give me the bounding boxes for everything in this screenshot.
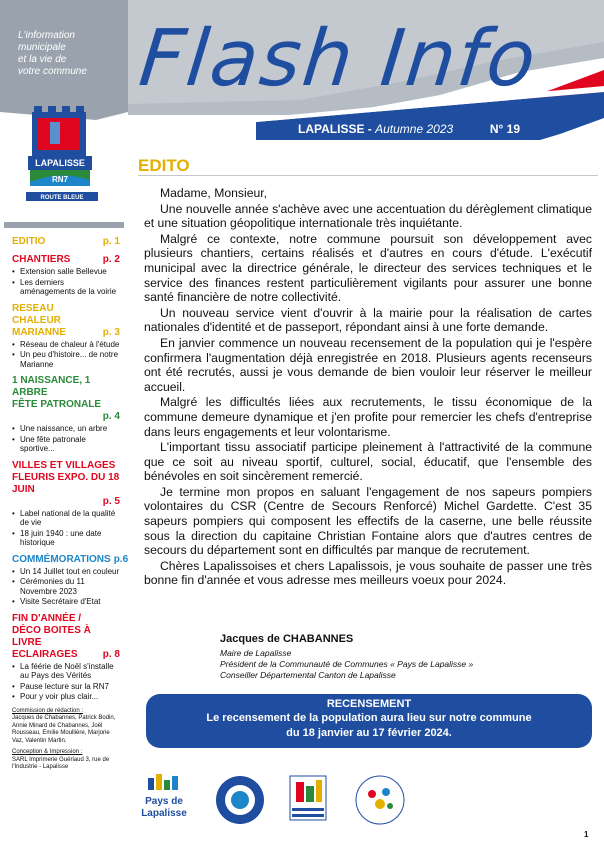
- toc-title: FÊTE PATRONALE: [12, 399, 102, 410]
- signature-role: Maire de Lapalisse: [220, 648, 292, 658]
- credits-text: Jacques de Chabannes, Patrick Bodin, Annie Minard de Chabannes, Joël Rousseau, Emilie Moullière, Marjorie Vaz, Valentin Martin.: [12, 715, 116, 744]
- toc-page: p. 4: [102, 411, 120, 422]
- toc-title: RESEAU CHALEUR MARIANNE: [12, 302, 66, 338]
- page-number: 1: [584, 830, 589, 839]
- toc-item: • 18 juin 1940 : une date historique: [12, 529, 120, 548]
- logo-name: LAPALISSE: [35, 158, 85, 168]
- tagline-line: et la vie de: [18, 54, 67, 65]
- toc-item: • Une fête patronale sportive...: [12, 435, 120, 454]
- paragraph: Une nouvelle année s'achève avec une accentuation du dérèglement climatique et une situation géopolitique internationale très inquiétante.: [144, 201, 592, 231]
- banner-title: RECENSEMENT: [326, 698, 412, 710]
- print-credits: [12, 749, 120, 772]
- tagline: [18, 30, 118, 78]
- toc-page: p. 3: [102, 326, 120, 338]
- pays-line: Pays de: [145, 796, 183, 807]
- toc-page: p. 5: [102, 495, 120, 507]
- toc-item: • Pour y voir plus clair...: [12, 692, 120, 702]
- toc-title: FIN D'ANNÉE / DÉCO BOITES À LIVRE ECLAIRAGES: [12, 612, 91, 660]
- toc-page: p. 2: [102, 254, 120, 265]
- toc-page: p. 8: [102, 648, 120, 660]
- pays-lapalisse-logo: [141, 774, 187, 819]
- toc-item: • Un peu d'histoire... de notre Marianne: [12, 350, 120, 369]
- credits-label: Conception & Impression :: [12, 749, 83, 755]
- label-logo: [290, 776, 326, 820]
- edito-body: [144, 186, 592, 589]
- salutation: Madame, Monsieur,: [160, 186, 268, 200]
- issue-number: N° 19: [489, 122, 520, 136]
- tagline-line: L'information: [18, 30, 75, 41]
- credits-text: SARL Imprimerie Guériaud 3, rue de l'Industrie - Lapalisse: [12, 756, 110, 770]
- toc-villes: [12, 460, 120, 548]
- toc-item: • Réseau de chaleur à l'étude: [12, 340, 120, 350]
- issue-season: Autumne 2023: [375, 122, 454, 136]
- toc-edito: [12, 236, 120, 248]
- signature-role: Conseiller Départemental Canton de Lapalisse: [220, 670, 396, 680]
- paragraph: Un nouveau service vient d'ouvrir à la mairie pour la réalisation de cartes nationales d'identité et de passeport, répondant ainsi à une forte demande.: [144, 305, 592, 335]
- toc-item: • Un 14 Juillet tout en couleur: [12, 567, 120, 577]
- editorial-credits: [12, 708, 120, 746]
- toc-title: EDITIO: [12, 236, 46, 247]
- toc-item: • Extension salle Bellevue: [12, 267, 120, 277]
- toc-fin-annee: [12, 613, 120, 702]
- edito-heading-text: EDITO: [138, 156, 190, 175]
- paragraph: L'important tissu associatif participe pleinement à l'attractivité de la commune que ce soit au niveau sportif, culturel, social, éducatif, que l'ensemble des bénévoles en soit sincèrement remercié.: [144, 440, 592, 484]
- paragraph: Chères Lapalissoises et chers Lapalissois, je vous souhaite de passer une très bonne fin d'année et vous adresse mes meilleurs voeux pour 2024.: [144, 558, 592, 588]
- federation-logo: [216, 776, 264, 824]
- toc-item: • La féérie de Noël s'installe au Pays des Vérités: [12, 662, 120, 681]
- census-banner: [146, 694, 592, 748]
- toc-title: 1 NAISSANCE, 1 ARBRE: [12, 375, 91, 398]
- toc-item: • Une naissance, un arbre: [12, 424, 120, 434]
- toc-naissance: [12, 375, 120, 454]
- signature-name: Jacques de CHABANNES: [220, 633, 354, 645]
- toc-title: VILLES ET VILLAGES FLEURIS EXPO. DU 18 JUIN: [12, 459, 120, 495]
- logo-ribbon: ROUTE BLEUE: [40, 195, 84, 201]
- logo-road: RN7: [51, 175, 69, 184]
- paragraph: En janvier commence un nouveau recensement de la population qui je l'espère confirmera l'augmentation déjà enregistrée en 2018. Plusieurs agents recenseurs ont été recrutés, aussi je vous demande de bien vouloir leur réserver le meilleur accueil.: [144, 335, 592, 394]
- toc-item: • Cérémonies du 11 Novembre 2023: [12, 577, 120, 596]
- paragraph: Malgré les difficultés liées aux recrutements, le tissu économique de la commune demeure dynamique et j'en profite pour remercier les chefs d'entreprise dans leurs engagements et leur volontarisme.: [144, 395, 592, 439]
- toc-page: p. 1: [102, 236, 120, 247]
- credits-label: Commission de rédaction :: [12, 707, 84, 714]
- partner-logos: [140, 772, 600, 838]
- toc-title: COMMÉMORATIONS: [12, 553, 111, 565]
- pays-line: Lapalisse: [141, 808, 187, 819]
- signature-role: Président de la Communauté de Communes « Pays de Lapalisse »: [220, 659, 474, 669]
- contents-sidebar: [4, 222, 129, 842]
- toc-item: • Les derniers aménagements de la voirie: [12, 278, 120, 297]
- banner-text: Le recensement de la population aura lieu sur notre commune: [206, 712, 532, 724]
- tagline-line: votre commune: [18, 66, 87, 77]
- issue-town-season: [298, 122, 453, 136]
- toc-chantiers: [12, 254, 120, 297]
- issue-bar: [256, 118, 544, 140]
- page-title: Flash Info: [135, 14, 542, 104]
- paragraph: Malgré ce contexte, notre commune poursuit son développement avec plusieurs chantiers, certains réalisés et d'autres en cours d'étude. L'exécutif municipal avec la directrice générale, le directeur des services techniques et le service des finances restent particulièrement vigilants pour assurer une bonne santé financière de notre collectivité.: [144, 231, 592, 305]
- paragraph: Je termine mon propos en saluant l'engagement de nos sapeurs pompiers volontaires du CSR (Centre de Secours Renforcé) Michel Gardette. C'est 35 sapeurs pompiers qui composent les effectifs de la caserne, une belle réussite sous la direction du capitaine Christian Fontaine alors que d'autres centres de secours du département sont en difficultés par manque de recrutement.: [144, 484, 592, 558]
- toc-item: • Pause lecture sur la RN7: [12, 682, 120, 692]
- issue-town: LAPALISSE -: [298, 122, 372, 136]
- toc-page: p.6: [113, 553, 129, 565]
- banner-text: du 18 janvier au 17 février 2024.: [286, 727, 452, 739]
- signature: [220, 632, 560, 681]
- toc-item: • Label national de la qualité de vie: [12, 509, 120, 528]
- toc-item: • Visite Secrétaire d'Etat: [12, 597, 120, 607]
- tagline-line: municipale: [18, 42, 66, 53]
- toc-title: CHANTIERS: [12, 254, 71, 265]
- toc-commemorations: [12, 553, 129, 607]
- edito-heading: [138, 156, 598, 176]
- villes-marianne-logo: [356, 776, 404, 824]
- town-logo: [22, 100, 102, 210]
- toc-reseau: [12, 303, 120, 370]
